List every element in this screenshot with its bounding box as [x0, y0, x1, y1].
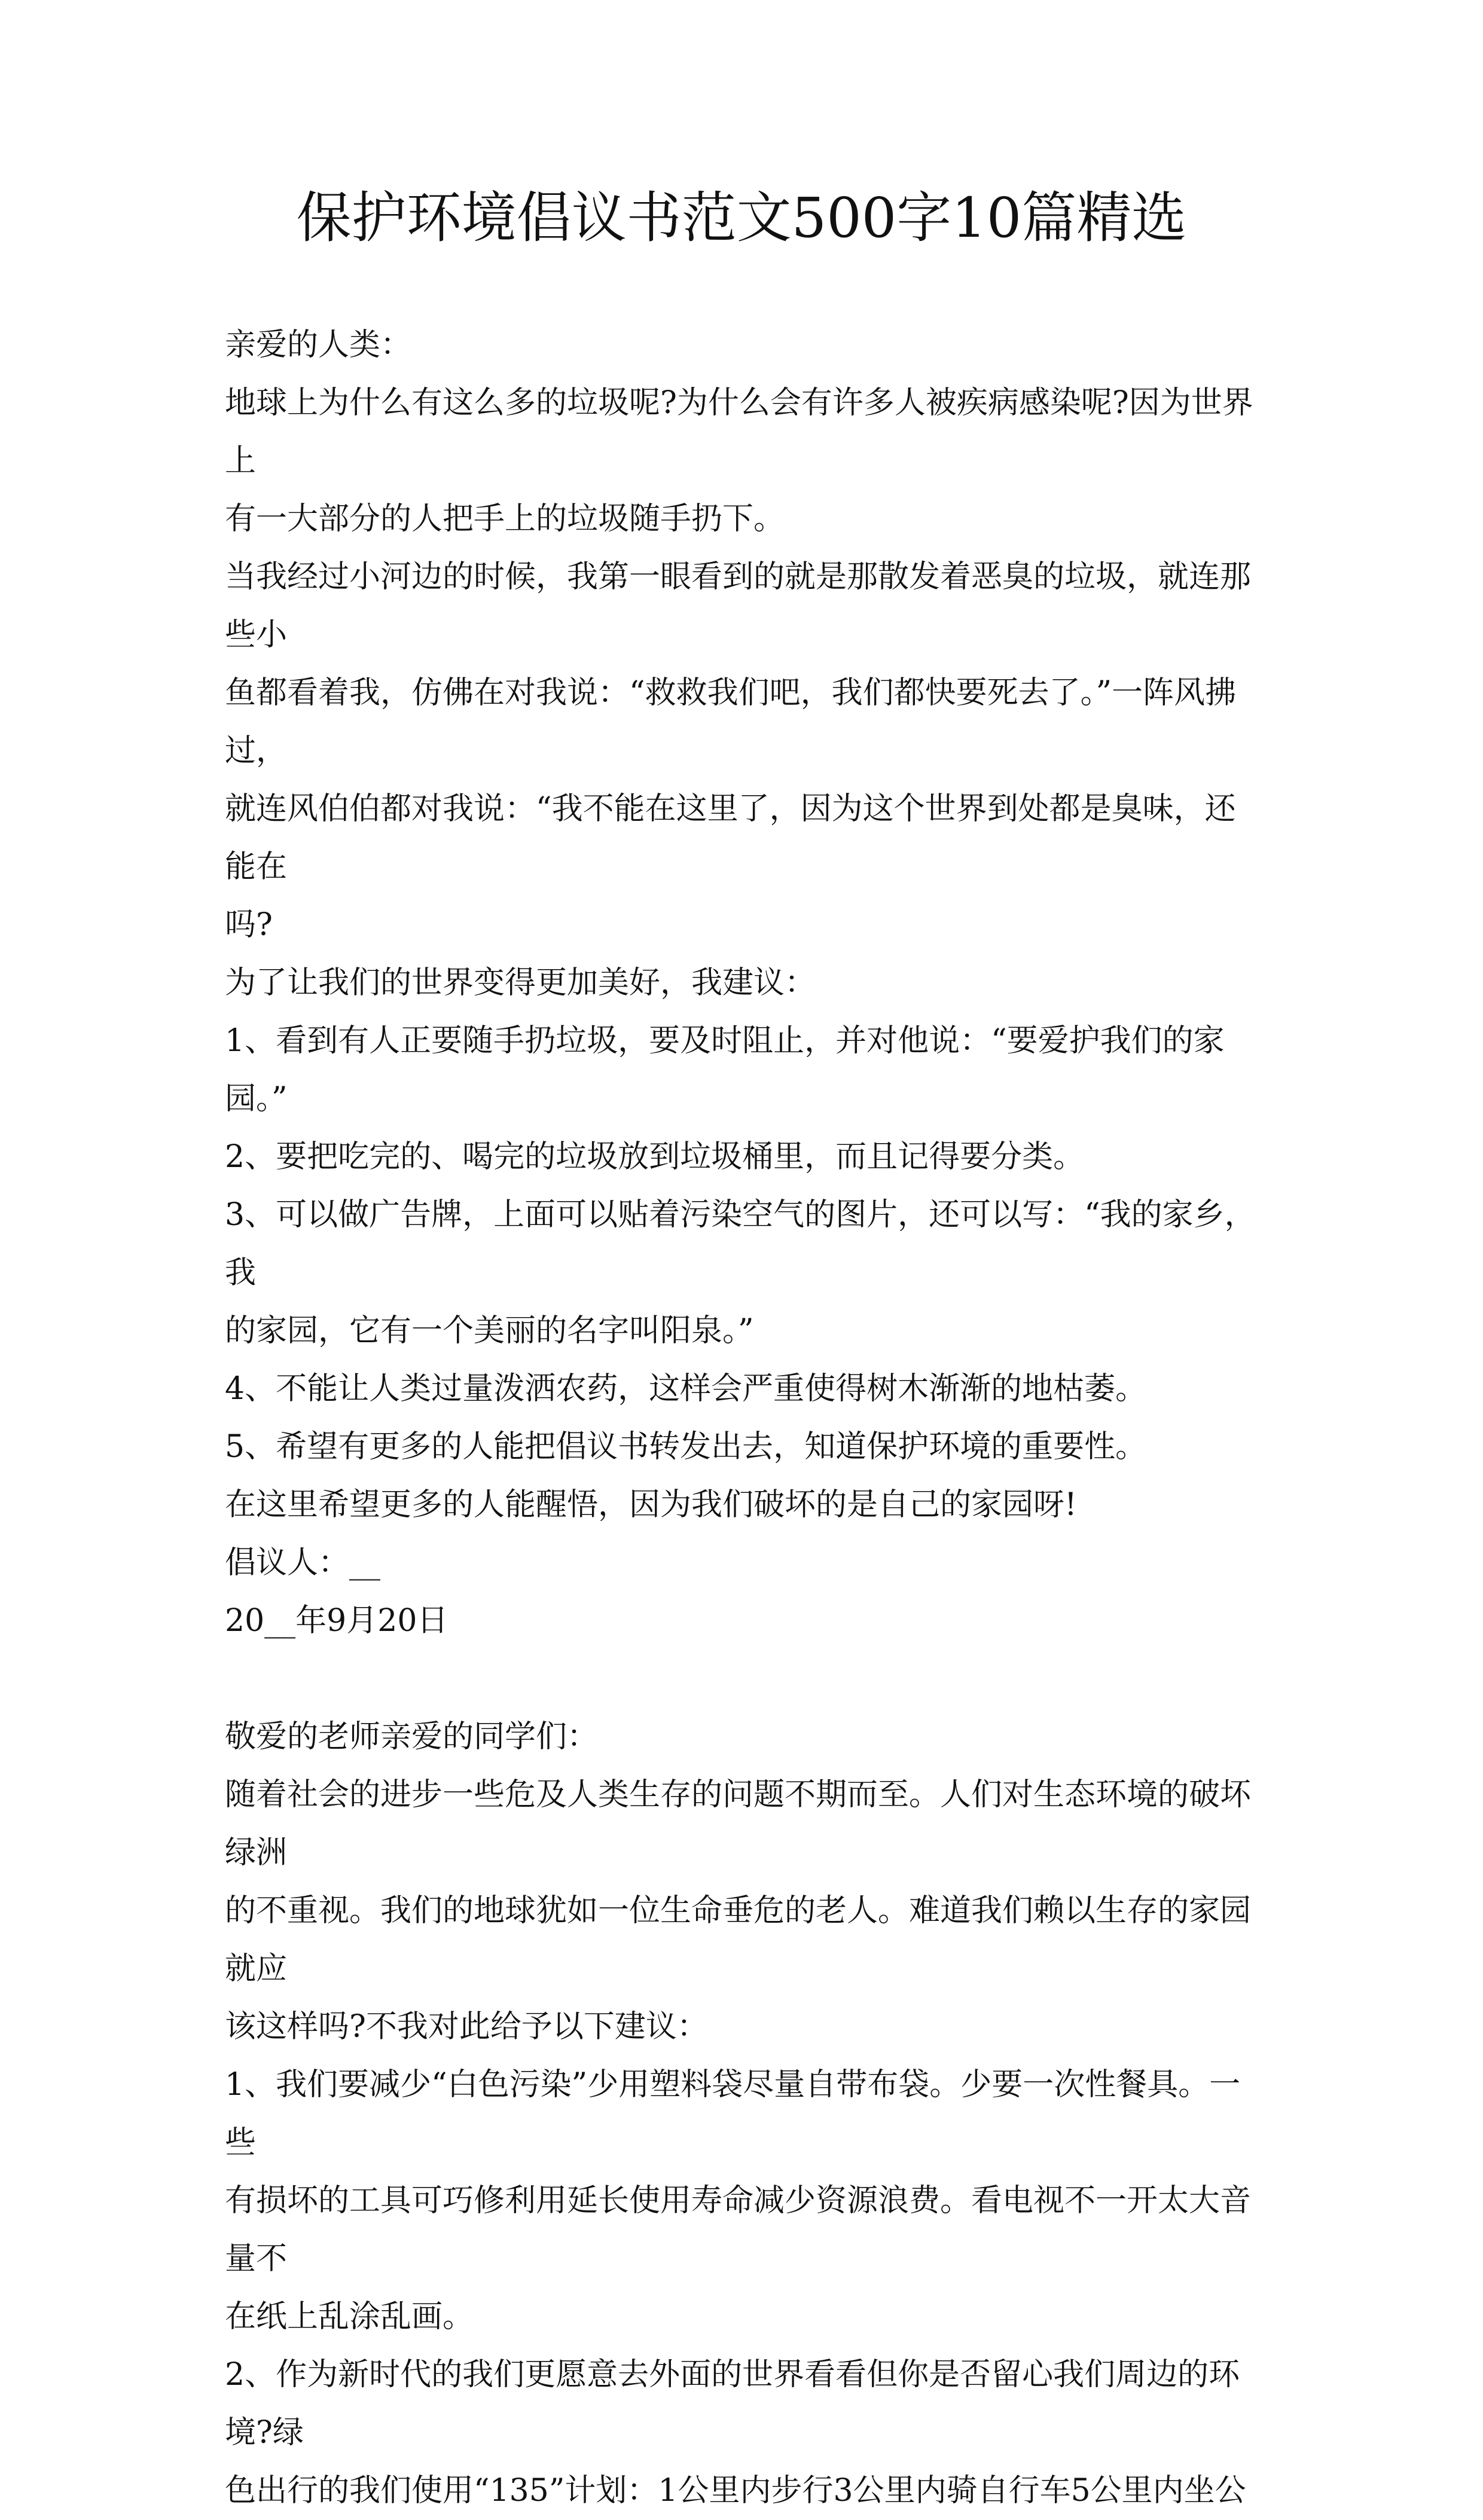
paragraph-line: 该这样吗?不我对此给予以下建议：	[225, 2009, 708, 2045]
paragraph-line: 吗?	[225, 907, 273, 943]
paragraph-line: 当我经过小河边的时候，我第一眼看到的就是那散发着恶臭的垃圾，就连那些小	[225, 559, 1252, 653]
document-title: 保护环境倡议书范文500字10篇精选	[296, 186, 1187, 250]
paragraph-line: 在这里希望更多的人能醒悟，因为我们破坏的是自己的家园呀!	[225, 1487, 1077, 1523]
blank-line	[225, 1650, 1265, 1708]
paragraph-line: 地球上为什么有这么多的垃圾呢?为什么会有许多人被疾病感染呢?因为世界上	[225, 385, 1253, 479]
paragraph-line: 为了让我们的世界变得更加美好，我建议：	[225, 965, 816, 1001]
paragraph-line: 在纸上乱涂乱画。	[225, 2299, 474, 2335]
paragraph-line: 5、希望有更多的人能把倡议书转发出去，知道保护环境的重要性。	[225, 1429, 1147, 1465]
paragraph-line: 鱼都看着我，仿佛在对我说：“救救我们吧，我们都快要死去了。”一阵风拂过，	[225, 675, 1237, 769]
paragraph-line: 就连风伯伯都对我说：“我不能在这里了，因为这个世界到处都是臭味，还能在	[225, 791, 1236, 885]
paragraph-line: 亲爱的人类：	[225, 327, 412, 363]
paragraph-line: 有一大部分的人把手上的垃圾随手扔下。	[225, 501, 785, 537]
paragraph-line: 有损坏的工具可巧修利用延长使用寿命减少资源浪费。看电视不一开太大音量不	[225, 2183, 1252, 2277]
paragraph-line: 随着社会的进步一些危及人类生存的问题不期而至。人们对生态环境的破坏绿洲	[225, 1777, 1252, 1871]
paragraph-line: 1、我们要减少“白色污染”少用塑料袋尽量自带布袋。少要一次性餐具。一些	[225, 2067, 1241, 2161]
paragraph-line: 的家园，它有一个美丽的名字叫阳泉。”	[225, 1313, 754, 1349]
paragraph-line: 的不重视。我们的地球犹如一位生命垂危的老人。难道我们赖以生存的家园就应	[225, 1893, 1252, 1987]
paragraph-line: 倡议人：__	[225, 1545, 381, 1581]
paragraph-line: 4、不能让人类过量泼洒农药，这样会严重使得树木渐渐的地枯萎。	[225, 1371, 1147, 1407]
paragraph-line: 3、可以做广告牌，上面可以贴着污染空气的图片，还可以写：“我的家乡，我	[225, 1197, 1256, 1291]
paragraph-line: 2、要把吃完的、喝完的垃圾放到垃圾桶里，而且记得要分类。	[225, 1139, 1085, 1175]
paragraph-line: 20__年9月20日	[225, 1603, 448, 1639]
paragraph-line: 敬爱的老师亲爱的同学们：	[225, 1719, 599, 1755]
document-body	[225, 316, 1265, 2520]
paragraph-line: 2、作为新时代的我们更愿意去外面的世界看看但你是否留心我们周边的环境?绿	[225, 2357, 1240, 2451]
paragraph-line: 1、看到有人正要随手扔垃圾，要及时阻止，并对他说：“要爱护我们的家园。”	[225, 1023, 1225, 1117]
paragraph-line: 色出行的我们使用“135”计划：1公里内步行3公里内骑自行车5公里内坐公	[225, 2473, 1246, 2509]
